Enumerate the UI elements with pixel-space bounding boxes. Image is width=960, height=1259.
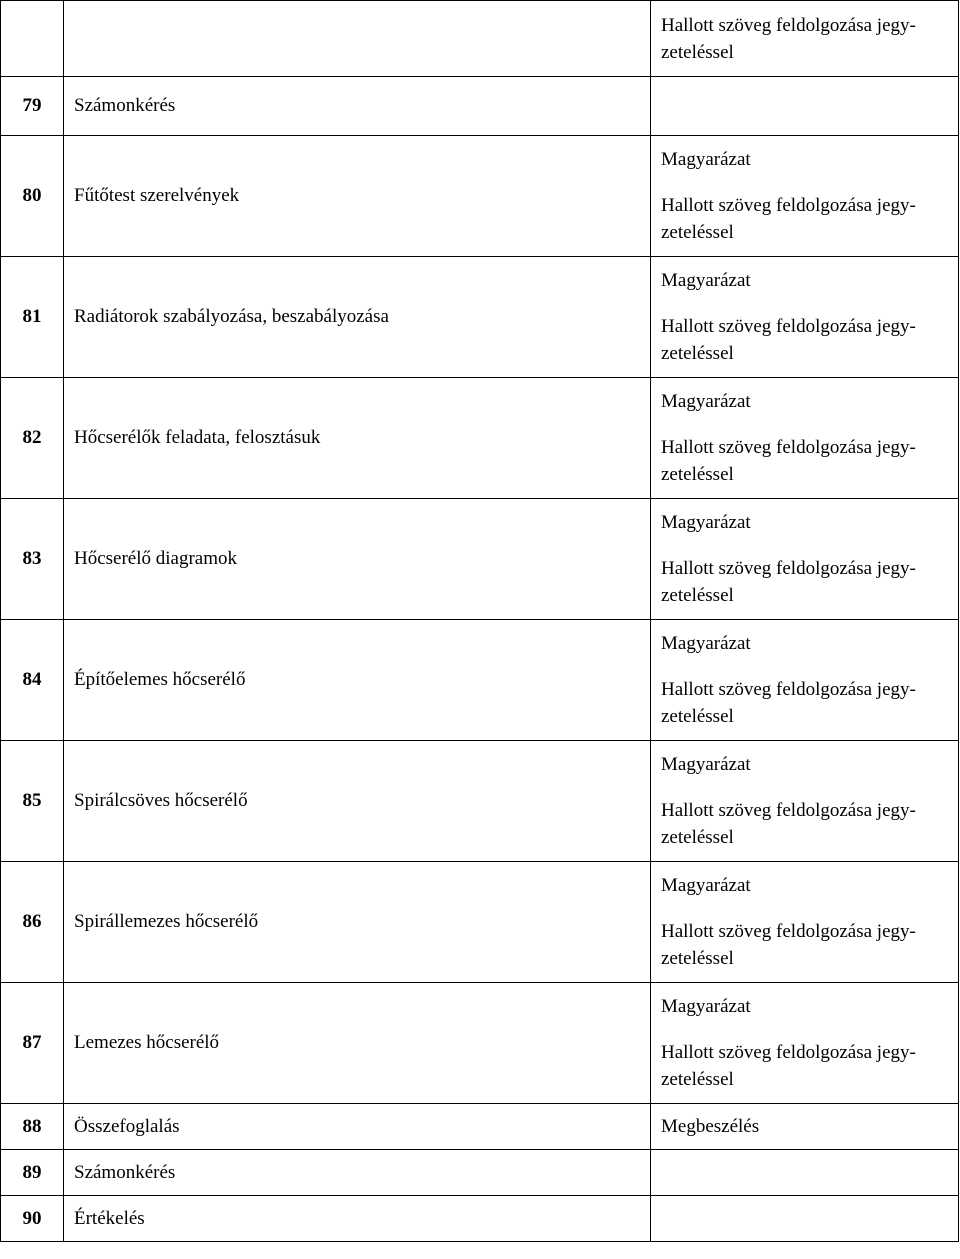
row-method	[651, 1, 959, 77]
row-number: 80	[1, 136, 64, 257]
row-topic: Spirállemezes hőcserélő	[64, 862, 651, 983]
row-number: 88	[1, 1104, 64, 1150]
row-topic: Értékelés	[64, 1196, 651, 1242]
method-line: Magyarázat	[661, 512, 751, 533]
table-row	[1, 862, 959, 983]
row-number: 86	[1, 862, 64, 983]
table-row	[1, 77, 959, 136]
row-topic: Hőcserélő diagramok	[64, 499, 651, 620]
table-row	[1, 257, 959, 378]
method-line: zeteléssel	[661, 41, 734, 63]
row-topic: Összefoglalás	[64, 1104, 651, 1150]
method-line: Magyarázat	[661, 875, 751, 896]
row-topic: Lemezes hőcserélő	[64, 983, 651, 1104]
row-method: Megbeszélés	[651, 1104, 959, 1150]
row-topic	[64, 1, 651, 77]
row-number: 84	[1, 620, 64, 741]
row-method	[651, 741, 959, 862]
row-number: 87	[1, 983, 64, 1104]
row-method	[651, 136, 959, 257]
table-row	[1, 1104, 959, 1150]
row-topic: Hőcserélők feladata, felosztásuk	[64, 378, 651, 499]
method-line: zeteléssel	[661, 222, 734, 243]
row-topic: Számonkérés	[64, 1150, 651, 1196]
method-line: Hallott szöveg feldolgozása jegy-	[661, 437, 916, 458]
table-row	[1, 1150, 959, 1196]
method-line: zeteléssel	[661, 1069, 734, 1090]
method-line: Magyarázat	[661, 149, 751, 170]
method-line: Hallott szöveg feldolgozása jegy-	[661, 921, 916, 942]
row-method	[651, 378, 959, 499]
row-topic: Spirálcsöves hőcserélő	[64, 741, 651, 862]
method-line: Magyarázat	[661, 633, 751, 654]
row-method	[651, 77, 959, 136]
row-number: 85	[1, 741, 64, 862]
table-row	[1, 499, 959, 620]
table-row	[1, 983, 959, 1104]
row-number: 89	[1, 1150, 64, 1196]
method-line: zeteléssel	[661, 948, 734, 969]
method-line: Magyarázat	[661, 391, 751, 412]
method-line: Hallott szöveg feldolgozása jegy-	[661, 679, 916, 700]
row-number	[1, 1, 64, 77]
row-number: 81	[1, 257, 64, 378]
row-method	[651, 620, 959, 741]
method-line: zeteléssel	[661, 706, 734, 727]
row-number: 90	[1, 1196, 64, 1242]
method-line: Magyarázat	[661, 754, 751, 775]
row-number: 83	[1, 499, 64, 620]
table-row	[1, 1, 959, 77]
method-line: zeteléssel	[661, 464, 734, 485]
row-method	[651, 257, 959, 378]
row-topic: Számonkérés	[64, 77, 651, 136]
row-method	[651, 983, 959, 1104]
table-row	[1, 378, 959, 499]
row-method	[651, 499, 959, 620]
method-line: Hallott szöveg feldolgozása jegy-	[661, 558, 916, 579]
row-number: 82	[1, 378, 64, 499]
row-topic: Fűtőtest szerelvények	[64, 136, 651, 257]
method-line: zeteléssel	[661, 827, 734, 848]
row-method	[651, 1150, 959, 1196]
method-line: Hallott szöveg feldolgozása jegy-	[661, 316, 916, 337]
method-line: Hallott szöveg feldolgozása jegy-	[661, 800, 916, 821]
method-line: Magyarázat	[661, 996, 751, 1017]
table-row	[1, 741, 959, 862]
method-line: zeteléssel	[661, 585, 734, 606]
method-line: Hallott szöveg feldolgozása jegy-	[661, 195, 916, 216]
method-line: zeteléssel	[661, 343, 734, 364]
row-topic: Radiátorok szabályozása, beszabályozása	[64, 257, 651, 378]
row-number: 79	[1, 77, 64, 136]
table-row	[1, 620, 959, 741]
table-row	[1, 1196, 959, 1242]
row-topic: Építőelemes hőcserélő	[64, 620, 651, 741]
row-method	[651, 1196, 959, 1242]
method-line: Magyarázat	[661, 270, 751, 291]
row-method	[651, 862, 959, 983]
method-line: Hallott szöveg feldolgozása jegy-	[661, 14, 916, 36]
table-row	[1, 136, 959, 257]
method-line: Hallott szöveg feldolgozása jegy-	[661, 1042, 916, 1063]
